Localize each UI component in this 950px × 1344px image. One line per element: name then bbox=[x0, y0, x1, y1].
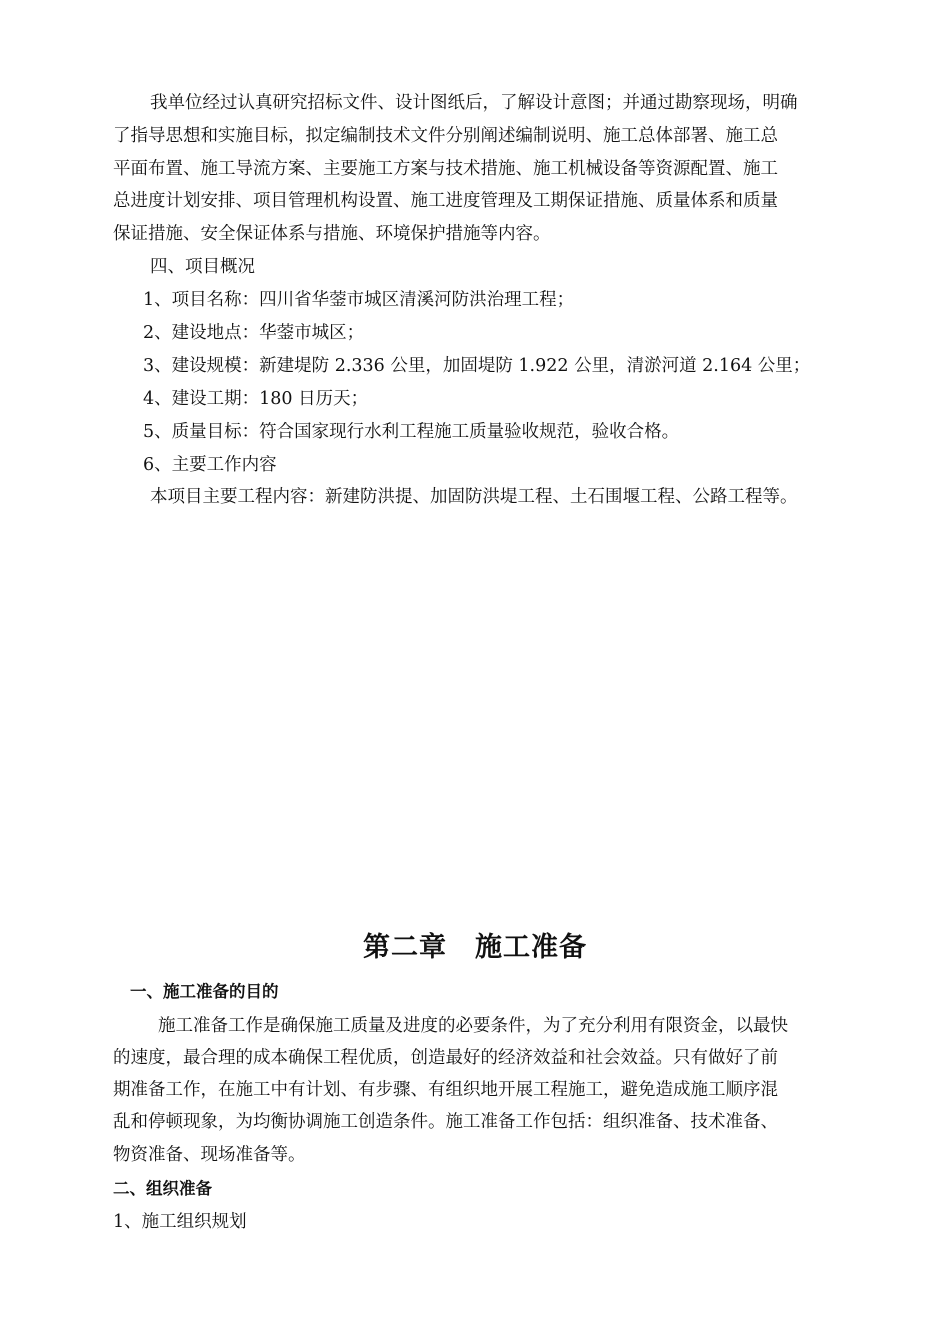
intro-line-5: 保证措施、安全保证体系与措施、环境保护措施等内容。 bbox=[113, 224, 551, 244]
chapter2-sec2-item-1: 1、施工组织规划 bbox=[113, 1212, 247, 1232]
chapter2-sec1-line-5: 物资准备、现场准备等。 bbox=[113, 1145, 306, 1165]
section4-item-3: 3、建设规模：新建堤防 2.336 公里，加固堤防 1.922 公里，清淤河道 2.164 公里； bbox=[143, 356, 811, 376]
chapter2-sec1-line-1: 施工准备工作是确保施工质量及进度的必要条件，为了充分利用有限资金，以最快 bbox=[158, 1016, 788, 1036]
chapter2-sec2-heading: 二、组织准备 bbox=[113, 1179, 212, 1198]
intro-line-4: 总进度计划安排、项目管理机构设置、施工进度管理及工期保证措施、质量体系和质量 bbox=[113, 191, 778, 211]
section4-item-5: 5、质量目标：符合国家现行水利工程施工质量验收规范，验收合格。 bbox=[143, 422, 680, 442]
chapter2-sec1-heading: 一、施工准备的目的 bbox=[130, 982, 279, 1001]
section4-item-2: 2、建设地点：华蓥市城区； bbox=[143, 323, 365, 343]
chapter2-sec1-line-4: 乱和停顿现象，为均衡协调施工创造条件。施工准备工作包括：组织准备、技术准备、 bbox=[113, 1112, 778, 1132]
section4-item-4: 4、建设工期：180 日历天； bbox=[143, 389, 369, 409]
chapter-title: 第二章 施工准备 bbox=[363, 932, 587, 963]
section4-content: 本项目主要工程内容：新建防洪提、加固防洪堤工程、土石围堰工程、公路工程等。 bbox=[150, 487, 798, 507]
chapter2-sec1-line-2: 的速度，最合理的成本确保工程优质，创造最好的经济效益和社会效益。只有做好了前 bbox=[113, 1048, 778, 1068]
intro-line-1: 我单位经过认真研究招标文件、设计图纸后，了解设计意图；并通过勘察现场，明确 bbox=[150, 93, 798, 113]
chapter2-sec1-line-3: 期准备工作，在施工中有计划、有步骤、有组织地开展工程施工，避免造成施工顺序混 bbox=[113, 1080, 778, 1100]
section4-item-6: 6、主要工作内容 bbox=[143, 455, 277, 475]
section4-item-1: 1、项目名称：四川省华蓥市城区清溪河防洪治理工程； bbox=[143, 290, 575, 310]
section4-heading: 四、项目概况 bbox=[150, 257, 255, 277]
intro-line-3: 平面布置、施工导流方案、主要施工方案与技术措施、施工机械设备等资源配置、施工 bbox=[113, 159, 778, 179]
intro-line-2: 了指导思想和实施目标，拟定编制技术文件分别阐述编制说明、施工总体部署、施工总 bbox=[113, 126, 778, 146]
